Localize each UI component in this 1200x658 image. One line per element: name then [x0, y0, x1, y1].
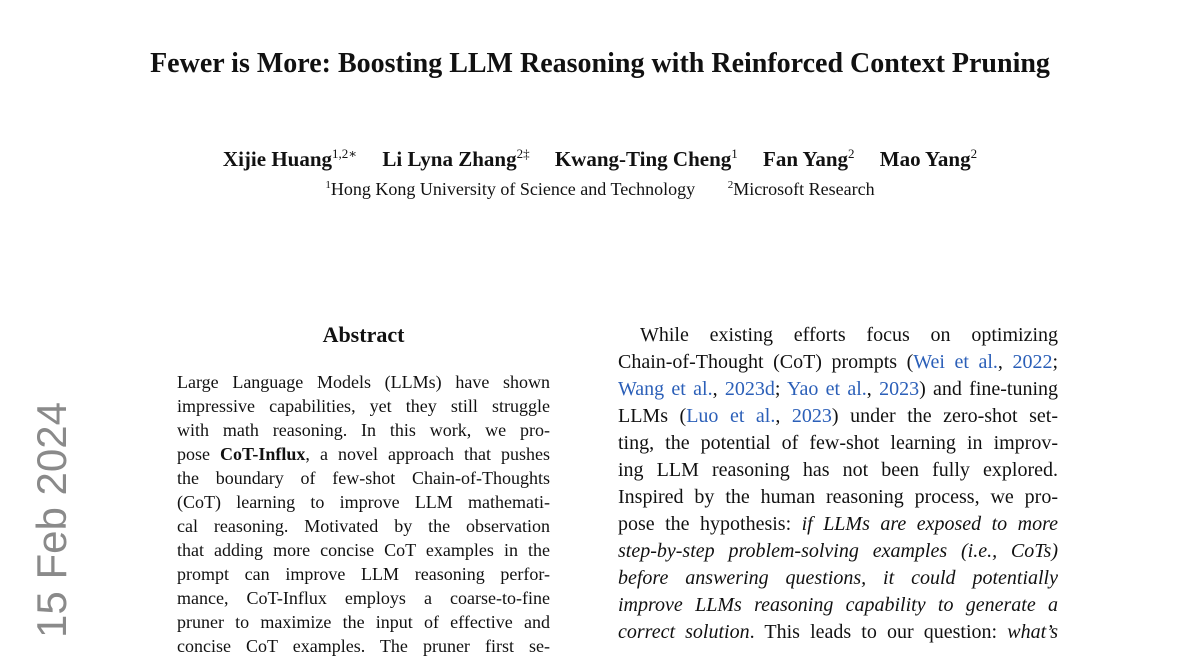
intro-line [618, 511, 1058, 538]
intro-line: before answering questions, it could potentially [618, 567, 1058, 589]
intro-line: Inspired by the human reasoning process, we pro- [618, 486, 1058, 508]
arxiv-date-stamp: 15 Feb 2024 [28, 402, 75, 638]
author-affil-mark: 1,2∗ [332, 146, 358, 161]
author [555, 144, 738, 174]
citation-link[interactable]: 2022 [1012, 351, 1053, 373]
intro-line [618, 619, 1058, 646]
intro-text: , [712, 378, 725, 400]
affiliation-mark: 2 [727, 179, 734, 191]
author-name: Kwang-Ting Cheng [554, 147, 732, 171]
intro-line: ing LLM reasoning has not been fully explored. [618, 459, 1058, 481]
intro-text: . This leads to our question: [749, 621, 1008, 643]
abstract-line: pruner to maximize the input of effective and [177, 612, 550, 632]
intro-line [618, 403, 1058, 430]
method-name: CoT-Influx [220, 444, 306, 464]
citation-link[interactable]: Yao et al. [787, 378, 867, 400]
abstract-text: pose [177, 444, 221, 464]
affiliation [325, 176, 695, 202]
affiliation-mark: 1 [325, 179, 331, 191]
intro-text: LLMs ( [618, 405, 687, 427]
citation-link[interactable]: Wang et al. [618, 378, 713, 400]
citation-link[interactable]: Luo et al. [686, 405, 776, 427]
intro-line [618, 349, 1058, 376]
author [763, 144, 855, 174]
intro-line: step-by-step problem-solving examples (i.e., CoTs) [618, 540, 1058, 562]
intro-text: ; [1052, 351, 1059, 373]
question-text: what’s [1007, 621, 1059, 643]
abstract-line: concise CoT examples. The pruner first se- [177, 636, 550, 656]
abstract-line: Large Language Models (LLMs) have shown [177, 372, 550, 392]
author-name: Mao Yang [879, 147, 971, 171]
author-name: Li Lyna Zhang [382, 147, 517, 171]
author-affil-mark: 2 [970, 146, 978, 161]
intro-text: ; [774, 378, 787, 400]
abstract-text: , a novel approach that pushes [305, 444, 550, 464]
abstract-heading: Abstract [322, 322, 405, 347]
citation-link[interactable]: 2023d [724, 378, 775, 400]
hypothesis-text: if LLMs are exposed to more [801, 513, 1058, 535]
intro-text: ) and fine-tuning [919, 378, 1059, 400]
author-list [0, 144, 1200, 174]
intro-text: pose the hypothesis: [618, 513, 802, 535]
intro-line: While existing efforts focus on optimizing [640, 324, 1058, 346]
abstract-line: prompt can improve LLM reasoning perfor- [177, 564, 550, 584]
intro-text: , [866, 378, 880, 400]
abstract-line: mance, CoT-Influx employs a coarse-to-fine [177, 588, 550, 608]
citation-link[interactable]: 2023 [791, 405, 832, 427]
abstract-line: with math reasoning. In this work, we pro- [177, 420, 550, 440]
hypothesis-text: correct solution [618, 621, 750, 643]
affiliation-name: Microsoft Research [733, 179, 875, 199]
paper-title: Fewer is More: Boosting LLM Reasoning with Reinforced Context Pruning [150, 48, 1050, 79]
intro-text: , [775, 405, 792, 427]
intro-line: ting, the potential of few-shot learning in improv- [618, 432, 1058, 454]
intro-text: ) under the zero-shot set- [831, 405, 1058, 427]
abstract-line: impressive capabilities, yet they still struggle [177, 396, 550, 416]
author-name: Xijie Huang [222, 147, 333, 171]
author-affil-mark: 2‡ [516, 146, 530, 161]
abstract-line: the boundary of few-shot Chain-of-Thoughts [177, 468, 550, 488]
abstract-line: (CoT) learning to improve LLM mathemati- [177, 492, 550, 512]
intro-line [618, 376, 1058, 403]
abstract-line: cal reasoning. Motivated by the observation [177, 516, 550, 536]
intro-text: Chain-of-Thought (CoT) prompts ( [618, 351, 914, 373]
intro-line: improve LLMs reasoning capability to generate a [618, 594, 1058, 616]
author-name: Fan Yang [763, 147, 849, 171]
author-affil-mark: 2 [848, 146, 855, 161]
intro-text: , [997, 351, 1013, 373]
affiliation [728, 176, 875, 202]
author [223, 144, 357, 174]
author [382, 144, 529, 174]
abstract-line: that adding more concise CoT examples in the [177, 540, 550, 560]
citation-link[interactable]: 2023 [879, 378, 920, 400]
citation-link[interactable]: Wei et al. [913, 351, 998, 373]
author [880, 144, 977, 174]
author-affil-mark: 1 [731, 146, 738, 161]
affiliation-list [0, 176, 1200, 202]
abstract-line [177, 442, 550, 466]
affiliation-name: Hong Kong University of Science and Technology [330, 179, 696, 199]
